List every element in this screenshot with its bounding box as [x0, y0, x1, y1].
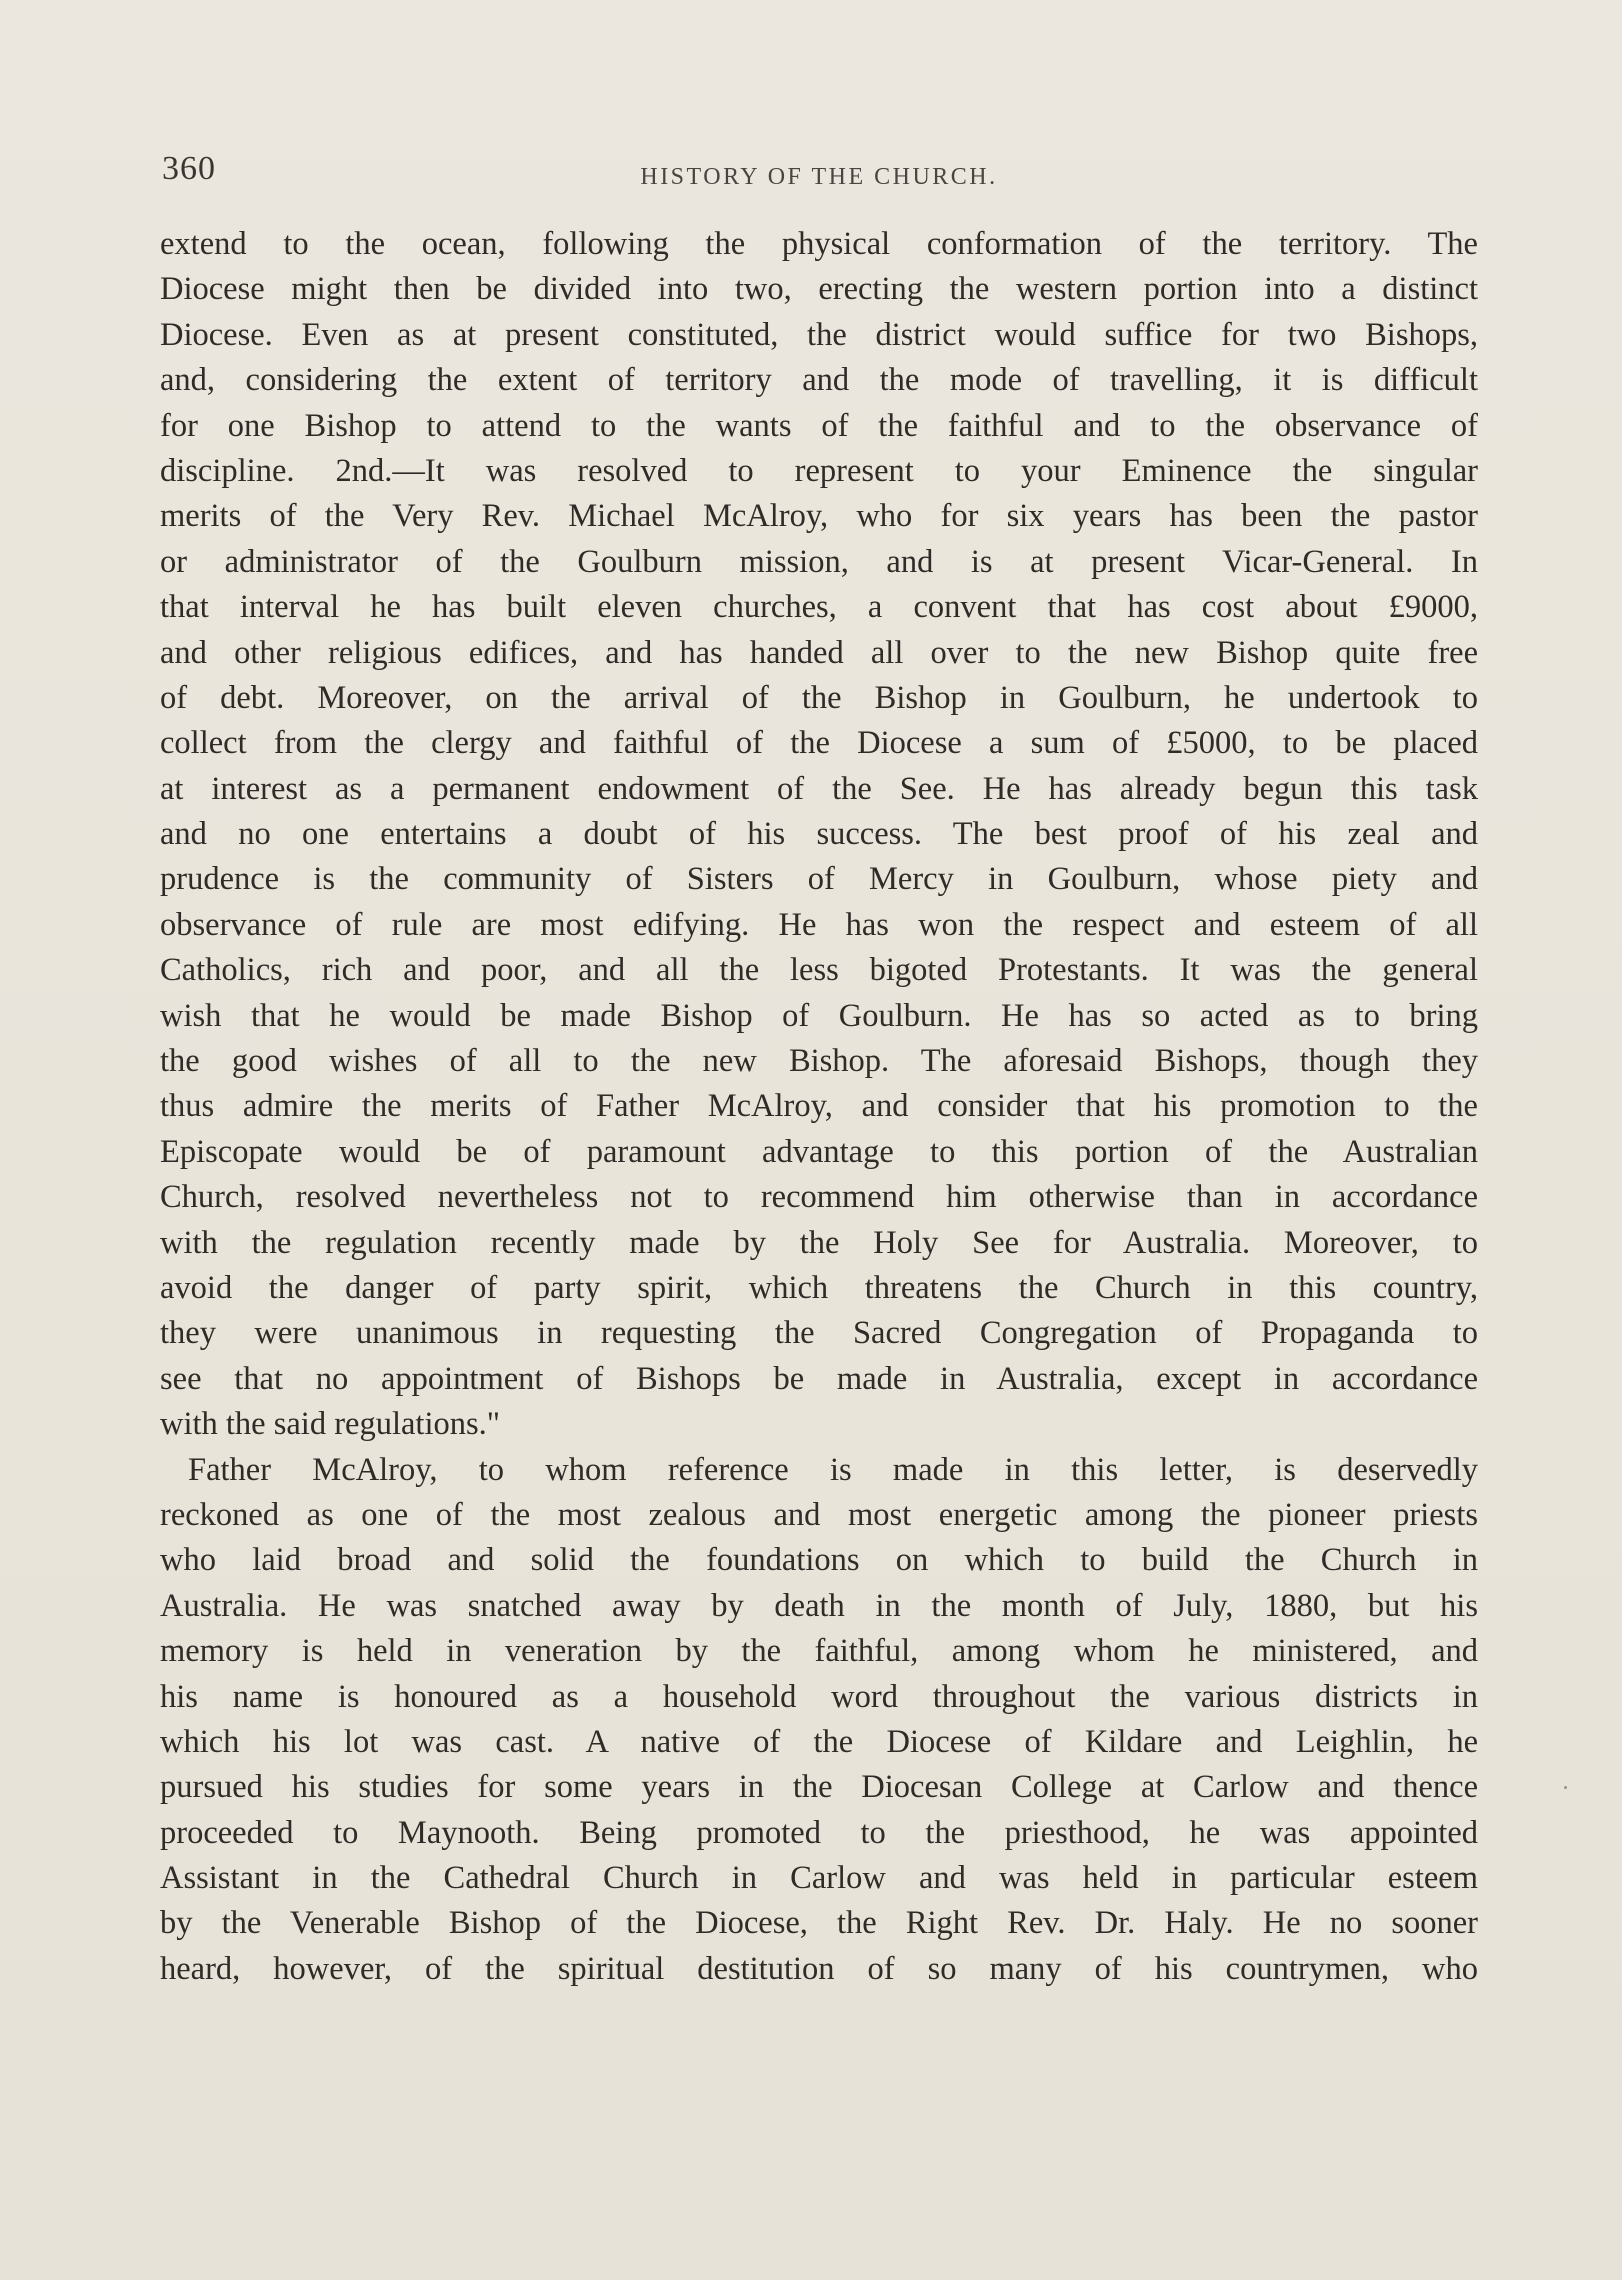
- text-line: which his lot was cast. A native of the Diocese of Kildare and Leighlin, he: [160, 1723, 1478, 1760]
- text-line: they were unanimous in requesting the Sacred Congregation of Propaganda to: [160, 1315, 1478, 1352]
- text-line: observance of rule are most edifying. He has won the respect and esteem of all: [160, 906, 1478, 943]
- text-line: Assistant in the Cathedral Church in Carlow and was held in particular esteem: [160, 1860, 1478, 1897]
- text-line: and no one entertains a doubt of his success. The best proof of his zeal and: [160, 816, 1478, 853]
- text-line: discipline. 2nd.—It was resolved to represent to your Eminence the singular: [160, 452, 1478, 489]
- text-line: Father McAlroy, to whom reference is made in this letter, is deservedly: [188, 1451, 1478, 1488]
- text-line: Diocese. Even as at present constituted, the district would suffice for two Bishops,: [160, 316, 1478, 353]
- paper-speck: [1564, 1786, 1567, 1789]
- text-line: prudence is the community of Sisters of Mercy in Goulburn, whose piety and: [160, 861, 1478, 898]
- text-line: reckoned as one of the most zealous and most energetic among the pioneer priests: [160, 1496, 1478, 1533]
- text-line: of debt. Moreover, on the arrival of the Bishop in Goulburn, he undertook to: [160, 679, 1478, 716]
- page-number: 360: [162, 150, 216, 187]
- text-line: at interest as a permanent endowment of the See. He has already begun this task: [160, 770, 1478, 807]
- text-line: Catholics, rich and poor, and all the less bigoted Protestants. It was the general: [160, 952, 1478, 989]
- running-head: HISTORY OF THE CHURCH.: [640, 164, 998, 190]
- text-line: heard, however, of the spiritual destitution of so many of his countrymen, who: [160, 1950, 1478, 1987]
- text-line: memory is held in veneration by the faithful, among whom he ministered, and: [160, 1633, 1478, 1670]
- text-line: and, considering the extent of territory and the mode of travelling, it is difficult: [160, 362, 1478, 399]
- text-line: by the Venerable Bishop of the Diocese, the Right Rev. Dr. Haly. He no sooner: [160, 1905, 1478, 1942]
- text-line: that interval he has built eleven churches, a convent that has cost about £9000,: [160, 589, 1478, 626]
- text-line: collect from the clergy and faithful of the Diocese a sum of £5000, to be placed: [160, 725, 1478, 762]
- text-line: with the said regulations.": [160, 1406, 501, 1443]
- text-line: Diocese might then be divided into two, erecting the western portion into a distinct: [160, 271, 1478, 308]
- text-line: thus admire the merits of Father McAlroy, and consider that his promotion to the: [160, 1088, 1478, 1125]
- text-line: extend to the ocean, following the physical conformation of the territory. The: [160, 226, 1478, 262]
- text-line: for one Bishop to attend to the wants of the faithful and to the observance of: [160, 407, 1478, 444]
- text-line: or administrator of the Goulburn mission, and is at present Vicar-General. In: [160, 543, 1478, 580]
- text-line: wish that he would be made Bishop of Goulburn. He has so acted as to bring: [160, 997, 1478, 1034]
- text-line: who laid broad and solid the foundations on which to build the Church in: [160, 1542, 1478, 1579]
- page-header: [160, 150, 1478, 200]
- text-line: Church, resolved nevertheless not to recommend him otherwise than in accordance: [160, 1179, 1478, 1216]
- text-line: proceeded to Maynooth. Being promoted to the priesthood, he was appointed: [160, 1814, 1478, 1851]
- text-line: see that no appointment of Bishops be made in Australia, except in accordance: [160, 1360, 1478, 1397]
- text-line: with the regulation recently made by the Holy See for Australia. Moreover, to: [160, 1224, 1478, 1261]
- text-line: pursued his studies for some years in the Diocesan College at Carlow and thence: [160, 1769, 1478, 1806]
- text-line: merits of the Very Rev. Michael McAlroy, who for six years has been the pastor: [160, 498, 1478, 535]
- text-line: and other religious edifices, and has handed all over to the new Bishop quite free: [160, 634, 1478, 671]
- text-line: Australia. He was snatched away by death in the month of July, 1880, but his: [160, 1587, 1478, 1624]
- text-line: Episcopate would be of paramount advantage to this portion of the Australian: [160, 1133, 1478, 1170]
- paragraph-letter-continuation: [160, 222, 1478, 1448]
- text-line: his name is honoured as a household word throughout the various districts in: [160, 1678, 1478, 1715]
- text-line: the good wishes of all to the new Bishop. The aforesaid Bishops, though they: [160, 1043, 1478, 1080]
- paragraph-father-mcalroy: [160, 1448, 1478, 1993]
- body-text: [160, 222, 1478, 1992]
- text-line: avoid the danger of party spirit, which threatens the Church in this country,: [160, 1269, 1478, 1306]
